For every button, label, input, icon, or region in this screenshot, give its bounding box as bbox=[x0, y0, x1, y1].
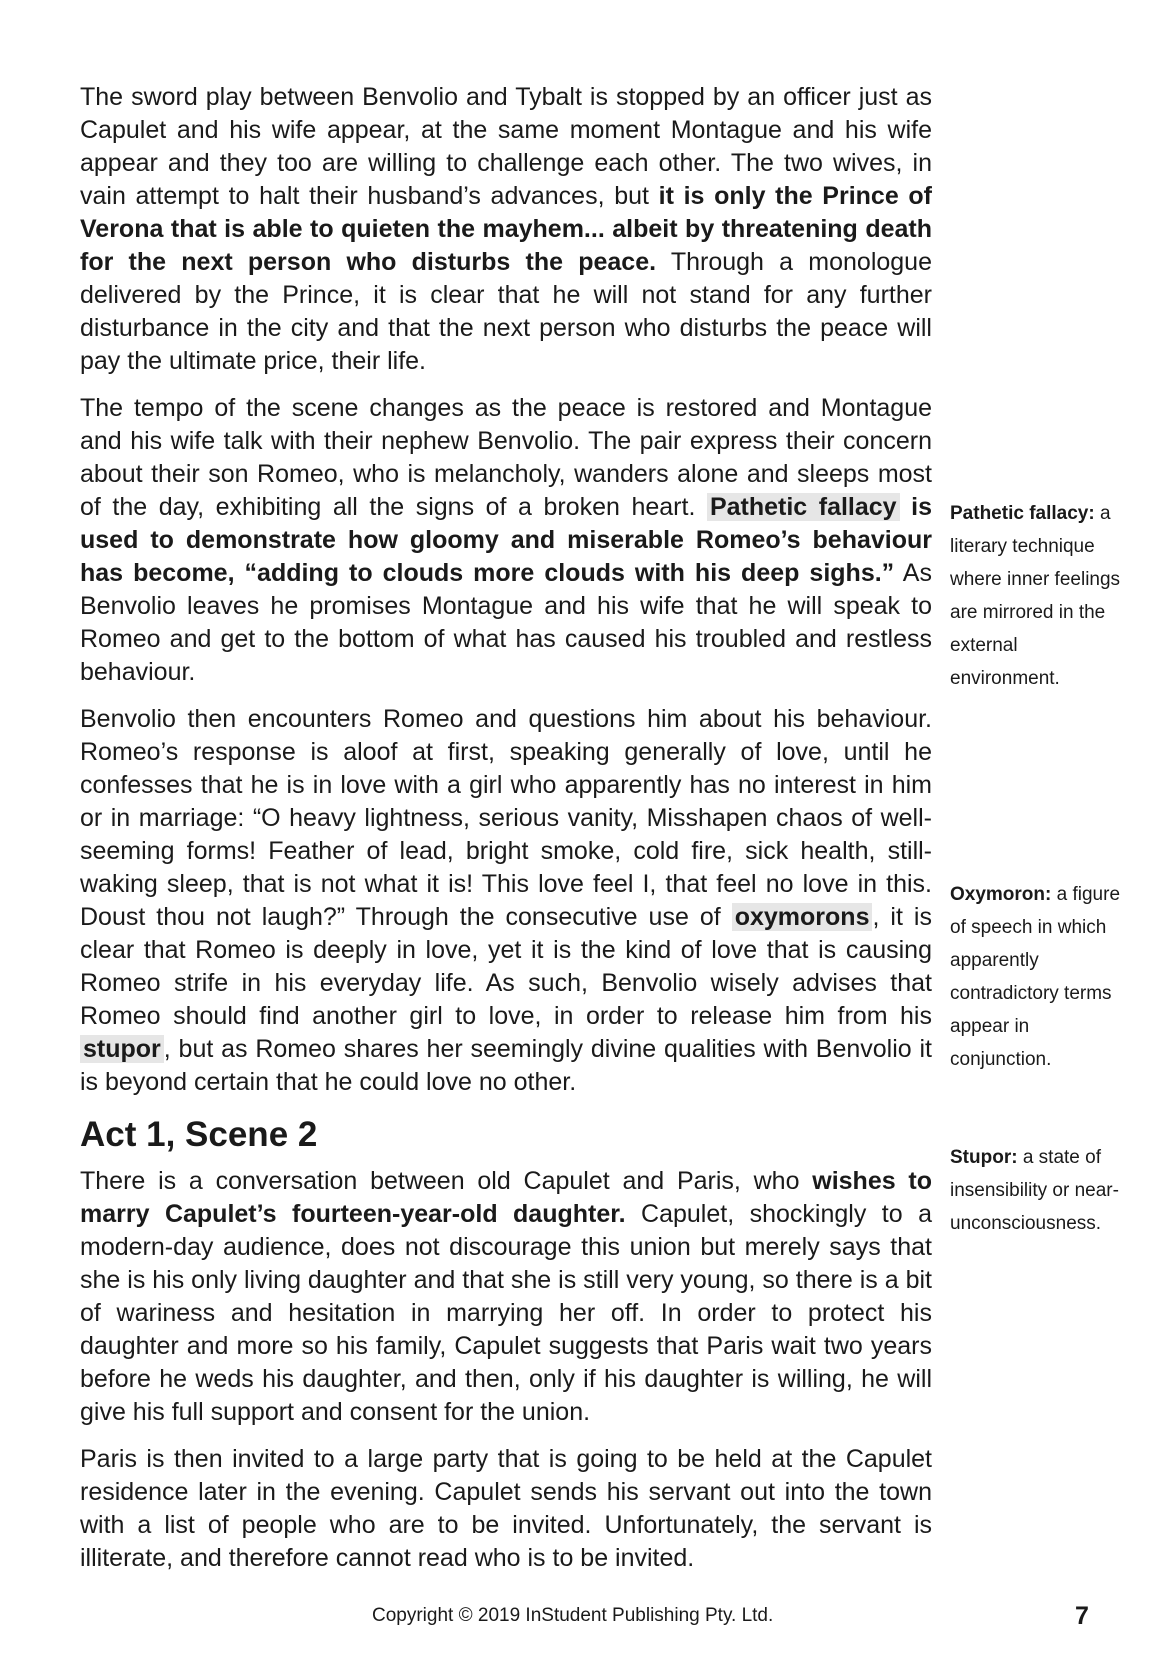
highlighted-term-pathetic-fallacy: Pathetic fallacy bbox=[707, 493, 900, 521]
glossary-term: Stupor: bbox=[950, 1147, 1018, 1168]
copyright-notice: Copyright © 2019 InStudent Publishing Pty. Ltd. bbox=[372, 1605, 774, 1626]
emphasis-text: is used to demonstrate how gloomy and miserable Romeo’s behaviour has become, “adding to clouds more clouds with his deep sighs.” bbox=[80, 493, 932, 587]
paragraph-2: The tempo of the scene changes as the peace is restored and Montague and his wife talk with their nephew Benvolio. The pair express their concern about their son Romeo, who is melancholy, wanders alone and sleeps most of the day, exhibiting all the signs of a broken heart. Pathetic fallacy is used to demonstrate how gloomy and miserable Romeo’s behaviour has become, “adding to clouds more clouds with his deep sighs.” As Benvolio leaves he promises Montague and his wife that he will speak to Romeo and get to the bottom of what has caused his troubled and restless behaviour. bbox=[80, 394, 932, 686]
highlighted-term-stupor: stupor bbox=[80, 1035, 164, 1063]
glossary-definition: a literary technique where inner feelings are mirrored in the external environment. bbox=[950, 503, 1121, 689]
emphasis-text: it is only the Prince of Verona that is able to quieten the mayhem... albeit by threatening death for the next person who disturbs the peace. bbox=[80, 182, 933, 276]
highlighted-term-oxymorons: oxymorons bbox=[732, 903, 873, 931]
main-column bbox=[80, 81, 932, 1589]
glossary-definition: a state of insensibility or near-unconsciousness. bbox=[950, 1147, 1119, 1234]
paragraph-1: The sword play between Benvolio and Tybalt is stopped by an officer just as Capulet and his wife appear, at the same moment Montague and his wife appear and they too are willing to challenge each other. The two wives, in vain attempt to halt their husband’s advances, but it is only the Prince of Verona that is able to quieten the mayhem... albeit by threatening death for the next person who disturbs the peace. Through a monologue delivered by the Prince, it is clear that he will not stand for any further disturbance in the city and that the next person who disturbs the peace will pay the ultimate price, their life. bbox=[80, 83, 933, 375]
paragraph-3: Benvolio then encounters Romeo and questions him about his behaviour. Romeo’s response is aloof at first, speaking generally of love, until he confesses that he is in love with a girl who apparently has no interest in him or in marriage: “O heavy lightness, serious vanity, Misshapen chaos of well-seeming forms! Feather of lead, bright smoke, cold fire, sick health, still-waking sleep, that is not what it is! This love feel I, that feel no love in this. Doust thou not laugh?” Through the consecutive use of oxymorons , it is clear that Romeo is deeply in love, yet it is the kind of love that is causing Romeo strife in his everyday life. As such, Benvolio wisely advises that Romeo should find another girl to love, in order to release him from his stupor , but as Romeo shares her seemingly divine qualities with Benvolio it is beyond certain that he could love no other. bbox=[80, 705, 932, 1096]
emphasis-text: wishes to marry Capulet’s fourteen-year-old daughter. bbox=[80, 1167, 933, 1228]
glossary-pathetic-fallacy bbox=[950, 497, 1125, 695]
paragraph-4: There is a conversation between old Capulet and Paris, who wishes to marry Capulet’s fourteen-year-old daughter. Capulet, shockingly to a modern-day audience, does not discourage this union but merely says that she is his only living daughter and that she is still very young, so there is a bit of wariness and hesitation in marrying her off. In order to protect his daughter and more so his family, Capulet suggests that Paris wait two years before he weds his daughter, and then, only if his daughter is willing, he will give his full support and consent for the union. bbox=[80, 1167, 933, 1426]
page-number: 7 bbox=[1075, 1602, 1089, 1630]
section-heading: Act 1, Scene 2 bbox=[80, 1115, 318, 1154]
glossary-stupor bbox=[950, 1141, 1125, 1240]
paragraph-5: Paris is then invited to a large party that is going to be held at the Capulet residence later in the evening. Capulet sends his servant out into the town with a list of people who are to be invited. Unfortunately, the servant is illiterate, and therefore cannot read who is to be invited. bbox=[80, 1445, 932, 1572]
glossary-definition: a figure of speech in which apparently contradictory terms appear in conjunction. bbox=[950, 884, 1121, 1070]
glossary-term: Pathetic fallacy: bbox=[950, 503, 1095, 524]
glossary-term: Oxymoron: bbox=[950, 884, 1052, 905]
glossary-oxymoron bbox=[950, 878, 1125, 1076]
